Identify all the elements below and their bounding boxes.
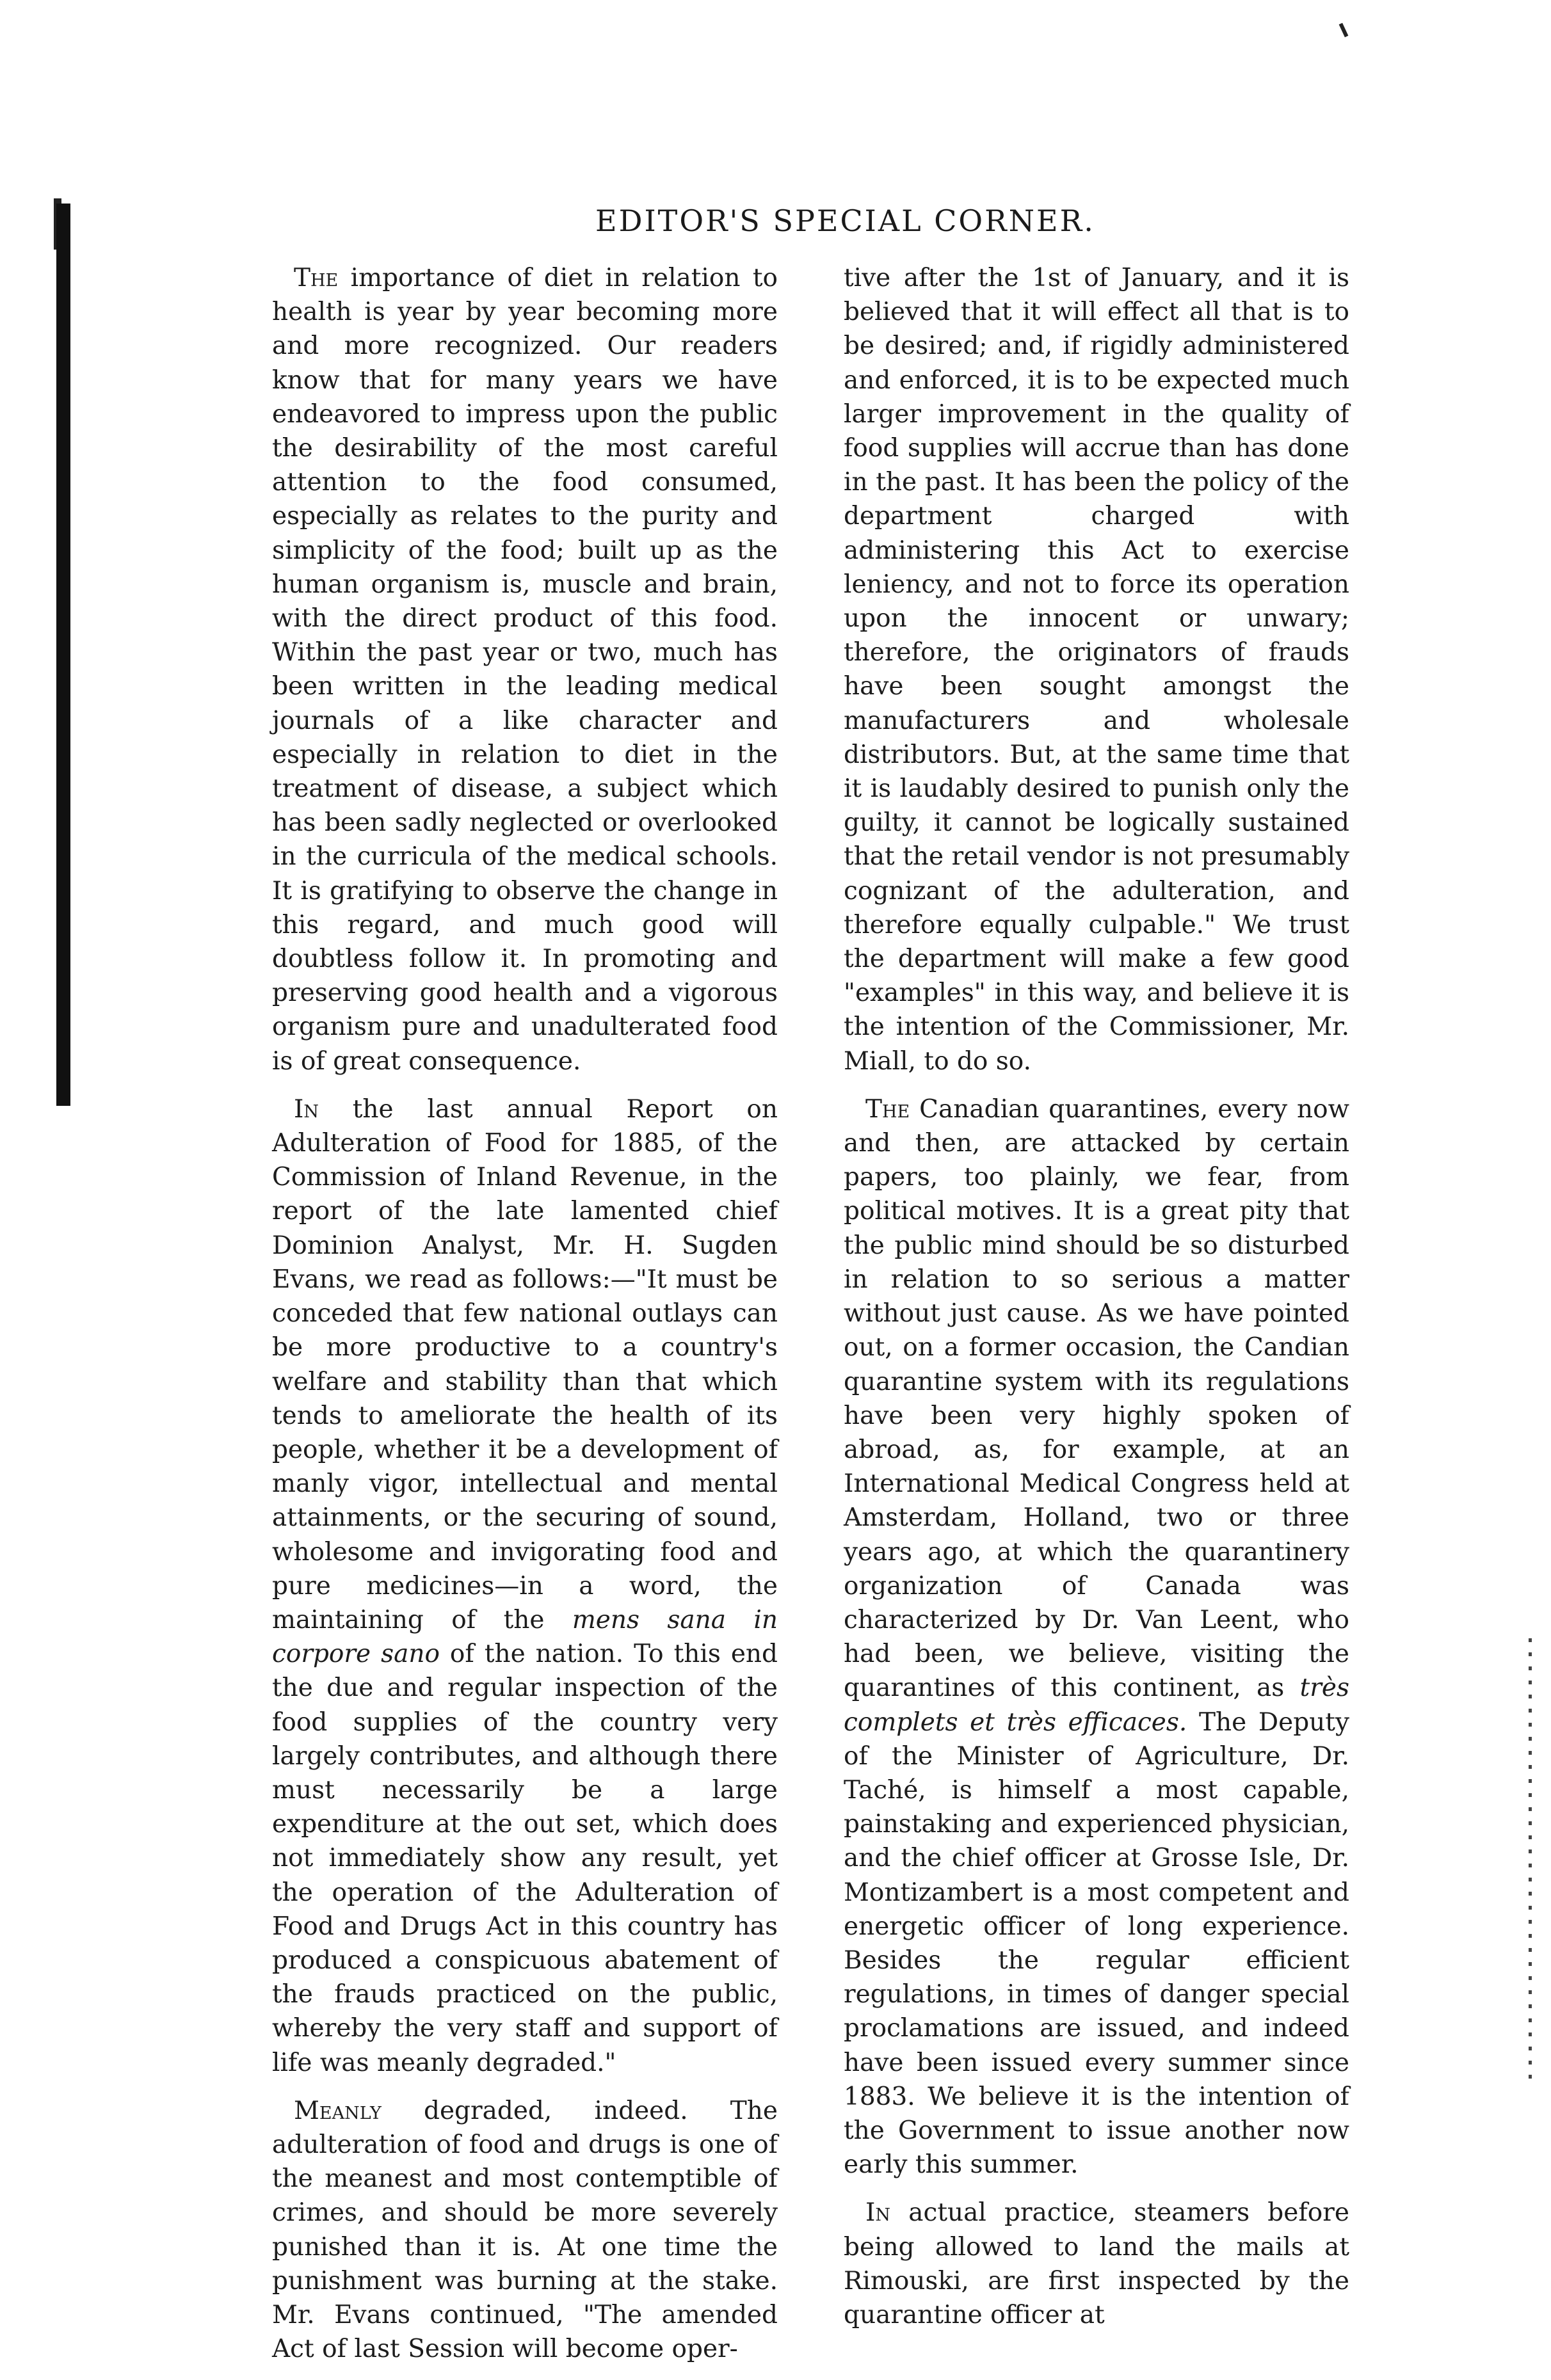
paragraph-quarantines bbox=[844, 1092, 1349, 2182]
lead-word: The bbox=[294, 264, 339, 292]
paragraph-text: Canadian quarantines, every now and then, are attacked by certain papers, too plainly, we fear, from political motives. It is a great pity that the public mind should be so disturbed in relation to so serious a matter without just cause. As we have pointed out, on a former occasion, the Candian quarantine system with its regulations have been very highly spoken of abroad, as, for example, at an International Medical Congress held at Amsterdam, Holland, two or three years ago, at which the quarantinery organization of Canada was characterized by Dr. Van Leent, who had been, we believe, visiting the quarantines of this continent, as bbox=[844, 1094, 1349, 1703]
french-phrase: très complets et très efficaces. bbox=[844, 1673, 1349, 1737]
paragraph-text: importance of diet in relation to health is year by year becoming more and more recognized. Our readers know that for many years we have endeavored to impress upon the public the desirability of the most careful attention to the food consumed, especially as relates to the purity and simplicity of the food; built up as the human organism is, muscle and brain, with the direct product of this food. Within the past year or two, much has been written in the leading medical journals of a like character and especially in relation to diet in the treatment of disease, a subject which has been sadly neglected or overlooked in the curricula of the medical schools. It is gratifying to observe the change in this regard, and much good will doubtless follow it. In promoting and preserving good health and a vigorous organism pure and unadulterated food is of great consequence. bbox=[272, 264, 778, 1076]
lead-word: In bbox=[865, 2198, 891, 2228]
right-column bbox=[844, 261, 1349, 2346]
page-title: EDITOR'S SPECIAL CORNER. bbox=[595, 204, 1095, 238]
paragraph-text: degraded, indeed. The adulteration of food and drugs is one of the meanest and most contemptible of crimes, and should be more severely punished than it is. At one time the punishment was burning at the stake. Mr. Evans continued, "The amended Act of last Session will become oper- bbox=[272, 2096, 778, 2364]
paragraph-text-continued: The Deputy of the Minister of Agriculture, Dr. Taché, is himself a most capable, painstaking and experienced physician, and the chief officer at Grosse Isle, Dr. Montizambert is a most competent and energetic officer of long experience. Besides the regular efficient regulations, in times of danger special proclamations are issued, and indeed have been issued every summer since 1883. We believe it is the intention of the Government to issue another now early this summer. bbox=[844, 1707, 1349, 2180]
right-edge-dots bbox=[1529, 1638, 1532, 2086]
paragraph-diet bbox=[272, 261, 778, 1078]
lead-word: In bbox=[294, 1094, 319, 1124]
paragraph-meanly bbox=[272, 2094, 778, 2367]
ink-speck bbox=[1339, 23, 1349, 37]
paragraph-report bbox=[272, 1092, 778, 2080]
paragraph-text: tive after the 1st of January, and it is believed that it will effect all that is to be desired; and, if rigidly administered and enforced, it is to be expected much larger improvement in the quality of food supplies will accrue than has done in the past. It has been the policy of the department charged with administering this Act to exercise leniency, and not to force its operation upon the innocent or unwary; therefore, the originators of frauds have been sought amongst the manufacturers and wholesale distributors. But, at the same time that it is laudably desired to punish only the guilty, it cannot be logically sustained that the retail vendor is not presumably cognizant of the adulteration, and therefore equally culpable." We trust the department will make a few good "examples" in this way, and believe it is the intention of the Commissioner, Mr. Miall, to do so. bbox=[844, 264, 1349, 1076]
paragraph-text-continued: of the nation. To this end the due and regular inspection of the food supplies of the country very largely contributes, and although there must necessarily be a large expenditure at the out set, which does not immediately show any result, yet the operation of the Adulteration of Food and Drugs Act in this country has produced a conspicuous abatement of the frauds practiced on the public, whereby the very staff and support of life was meanly degraded." bbox=[272, 1640, 778, 2077]
lead-word: Meanly bbox=[294, 2096, 382, 2125]
binding-shadow-bar bbox=[56, 204, 70, 1106]
left-column bbox=[272, 261, 778, 2380]
lead-word: The bbox=[865, 1094, 910, 1124]
latin-phrase: mens sana in corpore sano bbox=[272, 1605, 778, 1669]
paragraph-text: actual practice, steamers before being allowed to land the mails at Rimouski, are first inspected by the quarantine officer at bbox=[844, 2198, 1349, 2329]
paragraph-practice bbox=[844, 2196, 1349, 2332]
paragraph-text: the last annual Report on Adulteration of Food for 1885, of the Commission of Inland Revenue, in the report of the late lamented chief Dominion Analyst, Mr. H. Sugden Evans, we read as follows:—"It must be conceded that few national outlays can be more productive to a country's welfare and stability than that which tends to ameliorate the health of its people, whether it be a development of manly vigor, intellectual and mental attainments, or the securing of sound, wholesome and invigorating food and pure medicines—in a word, the maintaining of the bbox=[272, 1094, 778, 1634]
paragraph-continuation bbox=[844, 261, 1349, 1078]
